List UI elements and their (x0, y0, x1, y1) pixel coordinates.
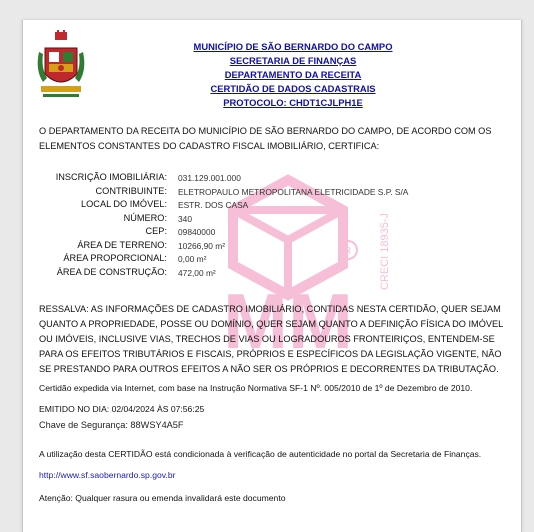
svg-text:R: R (344, 246, 352, 257)
field-row (23, 267, 521, 280)
intro-paragraph: O DEPARTAMENTO DA RECEITA DO MUNICÍPIO DE SÃO BERNARDO DO CAMPO, DE ACORDO COM OS ELEMENTOS CONSTANTES DO CADASTRO FISCAL IMOBILIÁRIO, CERTIFICA: (39, 126, 492, 151)
finance-portal-link[interactable]: http://www.sf.saobernardo.sp.gov.br (39, 470, 176, 480)
field-value: 0,00 m² (178, 254, 207, 264)
tamper-warning: Atenção: Qualquer rasura ou emenda invalidará este documento (39, 493, 286, 503)
header-secretariat: SECRETARIA DE FINANÇAS (229, 55, 357, 66)
field-value: 10266,90 m² (178, 240, 226, 251)
field-value: ELETROPAULO METROPOLITANA ELETRICIDADE S.P. S/A (178, 186, 409, 197)
field-label: NÚMERO: (123, 212, 167, 223)
field-label: CEP: (145, 226, 167, 236)
field-label: ÁREA PROPORCIONAL: (63, 253, 167, 263)
field-row (23, 240, 521, 253)
document-header (143, 40, 443, 110)
field-label: LOCAL DO IMÓVEL: (81, 199, 167, 209)
field-value: 09840000 (178, 227, 216, 237)
disclaimer-paragraph: RESSALVA: AS INFORMAÇÕES DE CADASTRO IMOBILIÁRIO, CONTIDAS NESTA CERTIDÃO, QUER SEJAM QUANTO A PROPRIEDADE, POSSE OU DOMÍNIO, QUER SEJAM QUANTO A DEFINIÇÃO FÍSICA DO IMÓVEL OU IMÓVEIS, INCLUSIVE VIAS, TRECHOS DE VIAS OU LOGRADOUROS FRONTEIRIÇOS, ENTENDEM-SE PARA OS EFEITOS TRIBUTÁRIOS E FISCAIS, PRÓPRIOS E ESPECÍFICOS DA LEGISLAÇÃO VIGENTE, NÃO SE PRESTANDO PARA OUTROS EFEITOS A NÃO SER OS PRÓPRIOS E DECORRENTES DA TRIBUTAÇÃO. (39, 304, 503, 374)
field-label: ÁREA DE CONSTRUÇÃO: (56, 266, 167, 277)
field-label: ÁREA DE TERRENO: (77, 239, 167, 250)
field-row (23, 199, 521, 212)
security-key: Chave de Segurança: 88WSY4A5F (39, 420, 184, 430)
authenticity-note: A utilização desta CERTIDÃO está condicionada à verificação de autenticidade no portal da Secretaria de Finanças. (39, 449, 482, 459)
field-label: CONTRIBUINTE: (95, 185, 167, 196)
field-value: 031.129.001.000 (178, 173, 241, 183)
watermark-creci: CRECI 18935-J (379, 212, 391, 290)
header-protocol: PROTOCOLO: CHDT1CJLPH1E (223, 97, 363, 108)
municipal-crest-logo (35, 30, 87, 110)
certificate-page (22, 20, 522, 532)
field-row (23, 253, 521, 266)
field-value: 340 (178, 213, 192, 224)
field-row (23, 186, 521, 199)
field-label: INSCRIÇÃO IMOBILIÁRIA: (55, 172, 167, 182)
header-department: DEPARTAMENTO DA RECEITA (224, 69, 362, 80)
field-value: 472,00 m² (178, 267, 216, 278)
field-row (23, 172, 521, 185)
field-row (23, 213, 521, 226)
header-certificate-title: CERTIDÃO DE DADOS CADASTRAIS (210, 83, 376, 94)
field-row (23, 226, 521, 239)
issuance-date: EMITIDO NO DIA: 02/04/2024 ÀS 07:56:25 (39, 404, 205, 414)
header-municipality: MUNICÍPIO DE SÃO BERNARDO DO CAMPO (193, 41, 393, 52)
watermark-letters: MM (223, 277, 353, 355)
field-value: ESTR. DOS CASA (178, 200, 249, 210)
issuance-basis-note: Certidão expedida via Internet, com base na Instrução Normativa SF-1 Nº. 005/2010 de 1º de Dezembro de 2010. (39, 383, 473, 393)
